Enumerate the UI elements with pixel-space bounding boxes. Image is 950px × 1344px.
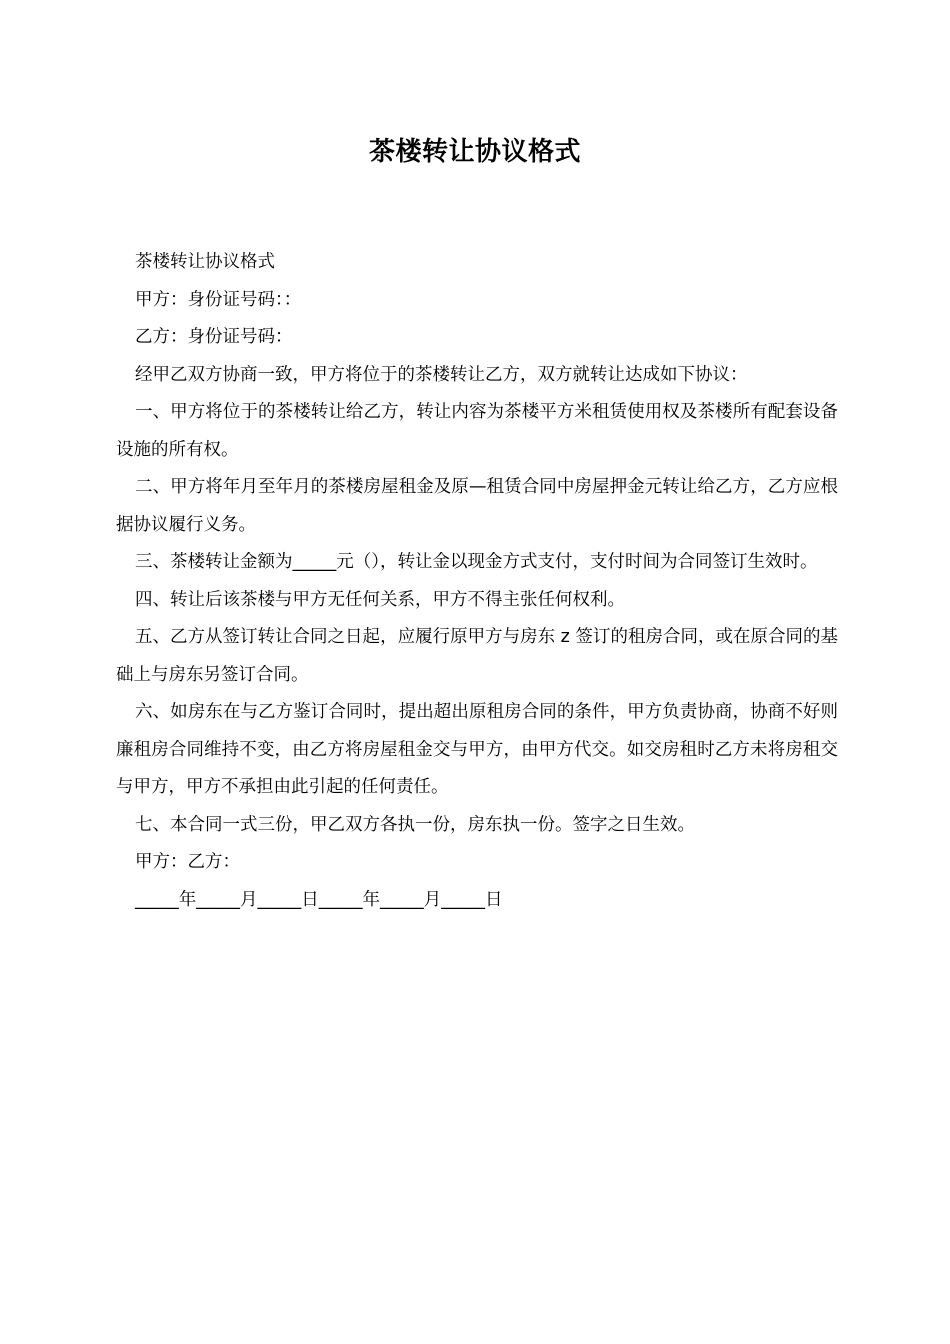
paragraph-clause-5: 五、乙方从签订转让合同之日起，应履行原甲方与房东 z 签订的租房合同，或在原合同的基础上与房东另签订合同。 [116,627,838,685]
paragraph-clause-7: 七、本合同一式三份，甲乙双方各执一份，房东执一份。签字之日生效。 [135,814,695,835]
paragraph-clause-1: 一、甲方将位于的茶楼转让给乙方，转让内容为茶楼平方米租赁使用权及茶楼所有配套设备设施的所有权。 [116,402,838,460]
paragraph-party-a: 甲方：身份证号码：： [135,289,302,310]
paragraph-dates: _____年_____月_____日_____年_____月_____日 [135,889,503,910]
paragraph-clause-6: 六、如房东在与乙方鉴订合同时，提出超出原租房合同的条件，甲方负责协商，协商不好则廉租房合同维持不变，由乙方将房屋租金交与甲方，由甲方代交。如交房租时乙方未将房租交与甲方，甲方不承担由此引起的任何责任。 [116,702,838,797]
document-title: 茶楼转让协议格式 [368,137,581,167]
paragraph-preamble: 经甲乙双方协商一致，甲方将位于的茶楼转让乙方，双方就转让达成如下协议： [135,364,748,385]
paragraph-signatures: 甲方：乙方： [135,852,240,872]
paragraph-clause-2: 二、甲方将年月至年月的茶楼房屋租金及原—租赁合同中房屋押金元转让给乙方，乙方应根据协议履行义务。 [116,477,838,535]
document-body [116,244,838,919]
paragraph-clause-3: 三、茶楼转让金额为_____元（），转让金以现金方式支付，支付时间为合同签订生效时。 [135,552,818,572]
paragraph-party-b: 乙方：身份证号码： [135,327,293,347]
paragraph-heading: 茶楼转让协议格式 [135,252,275,272]
paragraph-clause-4: 四、转让后该茶楼与甲方无任何关系，甲方不得主张任何权利。 [135,589,625,610]
